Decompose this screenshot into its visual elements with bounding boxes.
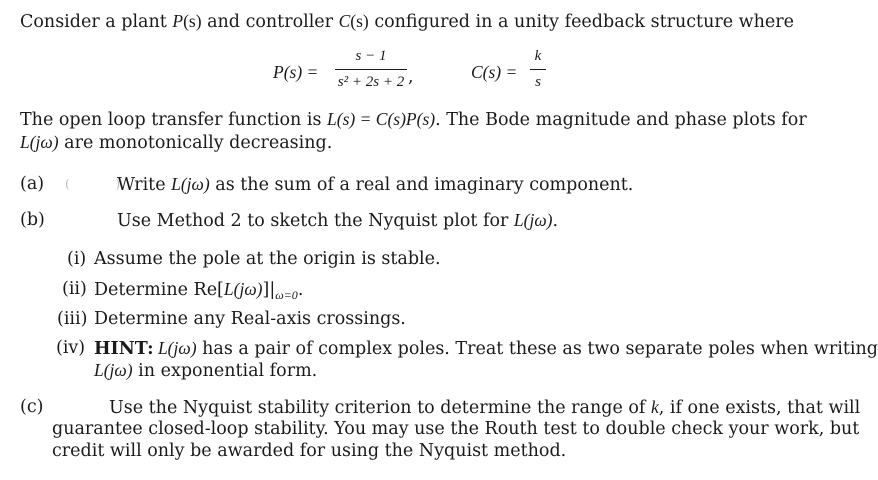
sub-ii-text xyxy=(94,278,303,306)
sub-iv-label: (iv) xyxy=(56,338,86,358)
part-c-text-1: Use the Nyquist stability criterion to determine the range of xyxy=(109,398,651,418)
plant-comma: , xyxy=(408,67,414,87)
sub-iv-symbol: L(jω) xyxy=(153,338,197,358)
sub-iii-text: Determine any Real-axis crossings. xyxy=(94,309,406,329)
sub-ii-text-1: Determine Re[ xyxy=(94,280,224,300)
openloop-symbol: L(jω) xyxy=(20,132,59,152)
sub-iv-text-1: has a pair of complex poles. Treat these as two separate poles when writing xyxy=(196,339,878,359)
part-b-text-2: . xyxy=(552,211,559,231)
part-c-label: (c) xyxy=(20,397,44,417)
plant-equation-lhs: P(s) = xyxy=(273,62,319,82)
plant-symbol: P xyxy=(172,11,184,31)
part-a-text-2: as the sum of a real and imaginary component. xyxy=(209,175,634,195)
sub-iv-line-2 xyxy=(94,359,317,382)
controller-arg: (s) xyxy=(350,11,369,31)
sub-ii-symbol: L(jω) xyxy=(223,279,263,299)
sub-iv-text-2: in exponential form. xyxy=(132,361,318,381)
controller-symbol: C xyxy=(338,11,351,31)
part-a-symbol: L(jω) xyxy=(171,174,210,194)
plant-denominator: s² + 2s + 2 xyxy=(337,74,405,90)
part-c-line-3: credit will only be awarded for using the Nyquist method. xyxy=(52,441,567,461)
part-b-label: (b) xyxy=(20,210,45,230)
sub-ii-label: (ii) xyxy=(62,279,87,299)
controller-fraction-bar xyxy=(530,69,546,70)
sub-iv-symbol-2: L(jω) xyxy=(94,360,133,380)
controller-equation-lhs: C(s) = xyxy=(471,62,518,82)
part-b-text xyxy=(117,209,558,232)
openloop-text: The open loop transfer function is xyxy=(20,110,328,130)
intro-text-3: configured in a unity feedback structure where xyxy=(368,12,794,32)
openloop-line-1 xyxy=(20,108,807,131)
controller-numerator: k xyxy=(534,48,542,64)
part-c-k-symbol: k xyxy=(650,397,659,417)
openloop-text-2: . The Bode magnitude and phase plots for xyxy=(435,110,807,130)
part-c-line-1 xyxy=(109,396,860,419)
hint-label: HINT: xyxy=(94,339,154,359)
part-c-line-2: guarantee closed-loop stability. You may use the Routh test to double check your work, but xyxy=(52,419,860,439)
intro-sentence xyxy=(20,10,794,33)
openloop-text-3: are monotonically decreasing. xyxy=(58,133,333,153)
plant-arg: (s) xyxy=(183,11,202,31)
sub-i-label: (i) xyxy=(67,249,87,269)
part-b-symbol: L(jω) xyxy=(513,210,553,230)
openloop-equation: L(s) = C(s)P(s) xyxy=(327,109,436,129)
part-a-erased-mark: ( ) xyxy=(65,177,121,191)
sub-ii-period: . xyxy=(297,280,304,300)
sub-ii-subscript: ω=0 xyxy=(275,288,298,302)
intro-text: Consider a plant xyxy=(20,12,173,32)
part-c-text-2: , if one exists, that will xyxy=(658,398,861,418)
part-b-text-1: Use Method 2 to sketch the Nyquist plot for xyxy=(117,211,514,231)
plant-fraction-bar xyxy=(335,69,407,70)
part-a-text-1: Write xyxy=(117,175,172,195)
controller-denominator: s xyxy=(535,74,541,90)
sub-i-text: Assume the pole at the origin is stable. xyxy=(94,249,441,269)
sub-ii-text-2: ]| xyxy=(262,280,276,300)
sub-iv-line-1 xyxy=(94,337,878,360)
openloop-line-2 xyxy=(20,131,332,154)
part-a-label: (a) xyxy=(20,174,45,194)
plant-numerator: s − 1 xyxy=(355,48,387,64)
intro-text-2: and controller xyxy=(201,12,339,32)
part-a-text xyxy=(117,173,633,196)
sub-iii-label: (iii) xyxy=(57,309,88,329)
